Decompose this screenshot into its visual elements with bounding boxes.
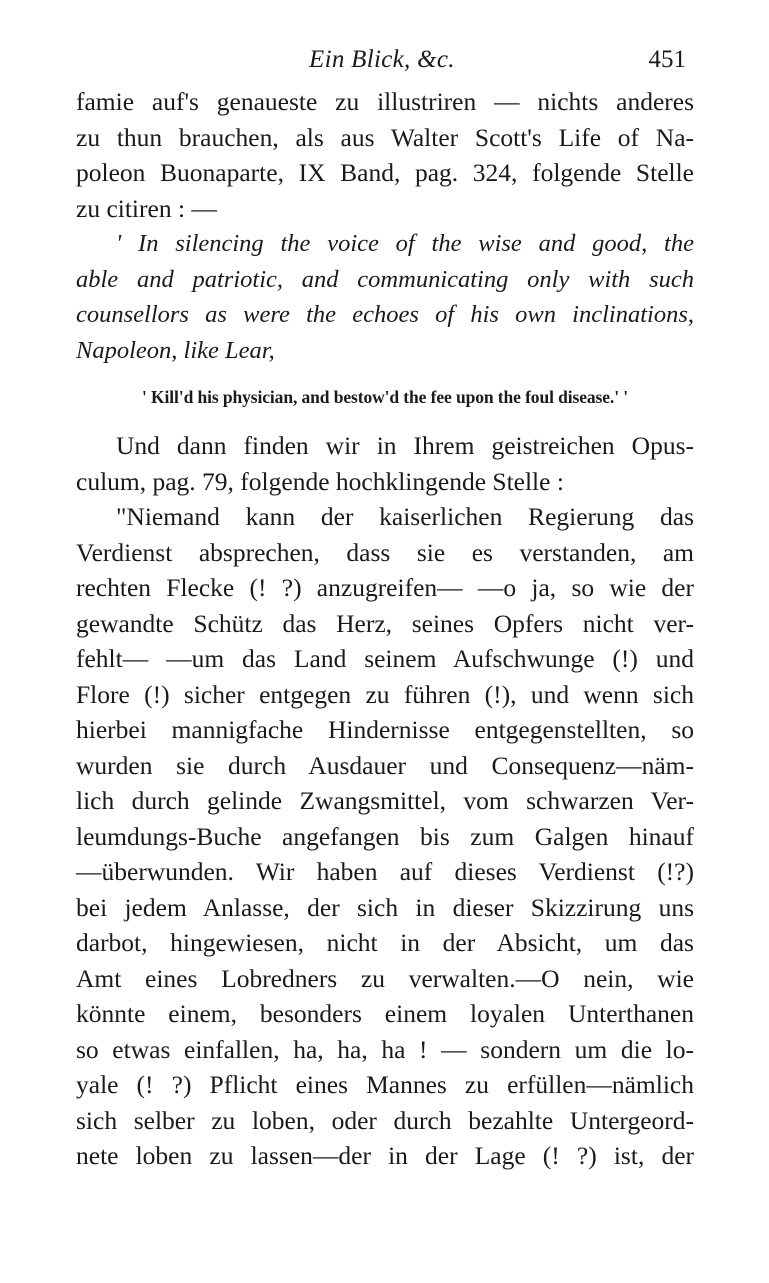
quote-line: able and patriotic, and communicating only with such: [76, 265, 694, 293]
text-line: Und dann finden wir in Ihrem geistreichen Opus-: [116, 431, 694, 460]
text-line: bei jedem Anlasse, der sich in dieser Skizzirung uns: [76, 892, 694, 922]
text-line: gewandte Schütz das Herz, seines Opfers nicht ver-: [76, 608, 694, 638]
book-page: [76, 40, 694, 1174]
text-line: Flore (!) sicher entgegen zu führen (!), und wenn sich: [76, 679, 694, 709]
text-line: rechten Flecke (! ?) anzugreifen— —o ja, so wie der: [76, 573, 694, 602]
page-number: 451: [648, 46, 686, 73]
paragraph-citation-intro: [76, 84, 694, 226]
running-title: Ein Blick, &c.: [309, 46, 455, 73]
page-header: [76, 40, 694, 84]
text-line: sich selber zu loben, oder durch bezahlte Untergeord-: [76, 1105, 694, 1135]
text-line: wurden sie durch Ausdauer und Consequenz—näm-: [76, 750, 694, 780]
text-line: so etwas einfallen, ha, ha, ha ! — sondern um die lo-: [76, 1034, 694, 1064]
text-line: zu citiren : —: [76, 193, 217, 223]
quote-line: counsellors as were the echoes of his own inclinations,: [76, 301, 694, 328]
quote-line: Napoleon, like Lear,: [76, 336, 275, 364]
text-line: Amt eines Lobredners zu verwalten.—O nein, wie: [76, 963, 694, 993]
text-line: leumdungs-Buche angefangen bis zum Galgen hinauf: [76, 821, 694, 851]
text-line: könnte einem, besonders einem loyalen Unterthanen: [76, 999, 694, 1028]
text-line: yale (! ?) Pflicht eines Mannes zu erfüllen—nämlich: [76, 1070, 694, 1099]
text-line: poleon Buonaparte, IX Band, pag. 324, folgende Stelle: [76, 158, 694, 187]
english-quotation: [76, 226, 694, 368]
quote-line: ' In silencing the voice of the wise and good, the: [116, 230, 694, 257]
text-line: famie auf's genaueste zu illustriren — nichts anderes: [76, 87, 694, 116]
verse-line: ' Kill'd his physician, and bestow'd the fee upon the foul disease.' ': [141, 387, 628, 407]
text-line: Verdienst absprechen, dass sie es verstanden, am: [76, 537, 694, 567]
text-line: zu thun brauchen, als aus Walter Scott's Life of Na-: [76, 122, 694, 152]
text-line: nete loben zu lassen—der in der Lage (! ?) ist, der: [76, 1141, 694, 1170]
text-line: "Niemand kann der kaiserlichen Regierung das: [116, 502, 694, 531]
text-line: —überwunden. Wir haben auf dieses Verdienst (!?): [76, 857, 694, 886]
text-line: hierbei mannigfache Hindernisse entgegenstellten, so: [76, 715, 694, 744]
text-line: lich durch gelinde Zwangsmittel, vom schwarzen Ver-: [76, 786, 694, 815]
text-line: darbot, hingewiesen, nicht in der Absicht, um das: [76, 928, 694, 957]
text-line: culum, pag. 79, folgende hochklingende Stelle :: [76, 466, 564, 496]
paragraph-opusculum: [76, 428, 694, 1174]
text-line: fehlt— —um das Land seinem Aufschwunge (!) und: [76, 644, 694, 673]
